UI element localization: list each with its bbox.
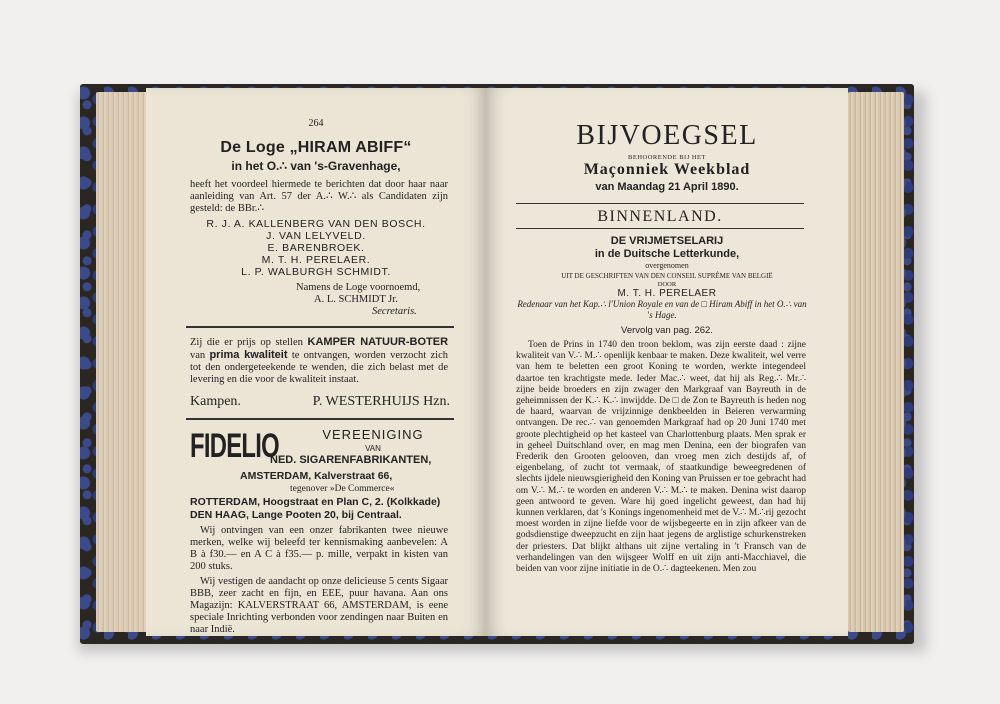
author-name: M. T. H. PERELAER (617, 288, 717, 299)
vereeniging-heading (290, 428, 456, 456)
kamper-text: te ontvangen, worden verzocht zich tot den ondergeteekende te wenden, die zich belast met de levering en die voor de kwaliteit instaat. (190, 350, 448, 385)
issue-date: van Maandag 21 April 1890. (595, 181, 739, 193)
divider (186, 326, 454, 328)
signature-name: A. L. SCHMIDT Jr. (314, 294, 398, 305)
candidate: M. T. H. PERELAER. (261, 254, 371, 266)
page-number: 264 (308, 118, 324, 129)
kamper-bold: prima kwaliteit (209, 349, 288, 361)
weekblad-title: Maçonniek Weekblad (583, 161, 751, 178)
signature-title: Secretaris. (372, 306, 417, 317)
van-label: VAN (365, 444, 381, 453)
article-title-line2: in de Duitsche Letterkunde, (594, 248, 740, 260)
candidate: L. P. WALBURGH SCHMIDT. (241, 266, 391, 278)
addresses (146, 470, 486, 522)
kampen-signature (146, 394, 486, 410)
kamper-ad (146, 336, 486, 386)
loge-title: De Loge „HIRAM ABIFF“ (220, 139, 412, 156)
page-edges-left (96, 92, 152, 632)
signature-line: Namens de Loge voornoemd, (296, 282, 421, 293)
behoorende-label: BEHOORENDE BIJ HET (628, 154, 706, 161)
page-edges-right (848, 92, 904, 632)
section-heading: BINNENLAND. (516, 208, 804, 229)
kampen-place: Kampen. (190, 394, 241, 409)
door-label: DOOR (657, 281, 677, 288)
article-body: Toen de Prins in 1740 den troon beklom, was zijn eerste daad : zijne kwaliteit van V.∴ M.∴ openlijk kenbaar te maken. Deze kwaliteit, wel verre van hem te beletten een groot Koning te worden, werkte integendeel daartoe ten krachtigste mede. Ieder Mac.∴ weet, dat hij als Reg.∴ Mr.∴ zijne beide broeders en zijn zwager den Markgraaf van Bayreuth in de geheimnissen der K.∴ K.∴ inwijdde. De □ de Zon te Bayreuth is heden nog de haard, waarvan de vrijzinnige denkbeelden in Beieren verwarming ontvangen. De rec.∴ van genoemden Markgraaf had op 20 Juni 1740 met groote plechtigheid op het kasteel van Charlottenburg plaats. Men sprak er in geheel Duitschland over, en mag men Denina, een der biografen van Frederik den Grooten gelooven, dan vroeg men zich destijds af, of eigenbelang, of zucht tot vermaak, of staatkundige beweegredenen of slechts ijdele nieuwsgierigheid den Koning van Pruissen er toe gebracht had om V.∴ M.∴ te worden en anderen V.∴ M.∴ te maken. Denina wist daarop geen antwoord te geven. Ware hij goed ingelicht geweest, dan had hij kunnen verklaren, dat 's Konings ingenomenheid met de V.∴ M.∴rij gezocht moest worden in zijne liefde voor de wijsbegeerte en in zijn afkeer van de godsdienstige dweepzucht en zijn haat jegens de arglistige schurkenstreken der priesters. Dat blijkt althans uit zijne vertaling in 't Fransch van de verhandelingen van den wijsgeer Wolff en uit zijn anti-Macchiavel, die beiden van voor zijne initiatie in de O.∴ dagteekenen. Men zou (516, 340, 806, 575)
overgenomen: overgenomen (645, 261, 689, 270)
candidate-list (146, 218, 486, 278)
article-title-line1: DE VRIJMETSELARIJ (610, 235, 724, 247)
ned-sigarenfabrikanten: NED. SIGARENFABRIKANTEN, (270, 454, 432, 466)
den-haag-address: DEN HAAG, Lange Pooten 20, bij Centraal. (190, 509, 402, 521)
candidate: R. J. A. KALLENBERG VAN DEN BOSCH. (206, 218, 426, 230)
tegenover: tegenover »De Commerce« (290, 484, 395, 494)
continuation-note: Vervolg van pag. 262. (621, 325, 713, 336)
loge-text: heeft het voordeel hiermede te berichten dat door haar naar aanleiding van Art. 57 der A.∴ W.∴ als Candidaten zijn gesteld: de BBr.∴ (190, 179, 448, 214)
rotterdam-address: ROTTERDAM, Hoogstraat en Plan C, 2. (Kolkkade) (190, 496, 441, 508)
amsterdam-address: AMSTERDAM, Kalverstraat 66, (240, 470, 393, 482)
fidelio-text-2: Wij vestigen de aandacht op onze delicieuse 5 cents Sigaar BBB, zeer zacht en fijn, en EEE, puur havana. Aan ons Magazijn: KALVERSTRAAT 66, AMSTERDAM, is eene speciale Inrichting verbonden voor zendingen naar Buiten en naar Indië. (190, 576, 448, 635)
author-role: Redenaar van het Kap.∴ l'Union Royale en van de □ Hiram Abiff in het O.∴ van 's Hage. (517, 299, 807, 320)
fidelio-text-1: Wij ontvingen van een onzer fabrikanten twee nieuwe merken, welke wij beleefd ter kennismaking aanbevelen: A B à f30.— en A C à f35.— p. mille, verpakt in kisten van 200 stuks. (190, 525, 448, 572)
kamper-bold: KAMPER NATUUR-BOTER (307, 336, 449, 348)
candidate: E. BARENBROEK. (267, 242, 365, 254)
kampen-name: P. WESTERHUIJS Hzn. (312, 394, 450, 409)
candidate: J. VAN LELYVELD. (266, 230, 366, 242)
article-title (486, 235, 848, 261)
right-page (486, 88, 848, 636)
divider (516, 203, 804, 204)
kamper-text: van (190, 350, 206, 361)
source-line: UIT DE GESCHRIFTEN VAN DEN CONSEIL SUPRÊME VAN BELGIË (561, 272, 773, 280)
vereeniging: VEREENIGING (322, 427, 424, 442)
supplement-title: BIJVOEGSEL (576, 120, 758, 151)
loge-subtitle: in het O.∴ van 's-Gravenhage, (231, 159, 401, 173)
divider (186, 418, 454, 420)
kamper-text: Zij die er prijs op stellen (190, 337, 303, 348)
fidelio-logo: FIDELIO (190, 427, 279, 465)
left-page (146, 88, 486, 636)
